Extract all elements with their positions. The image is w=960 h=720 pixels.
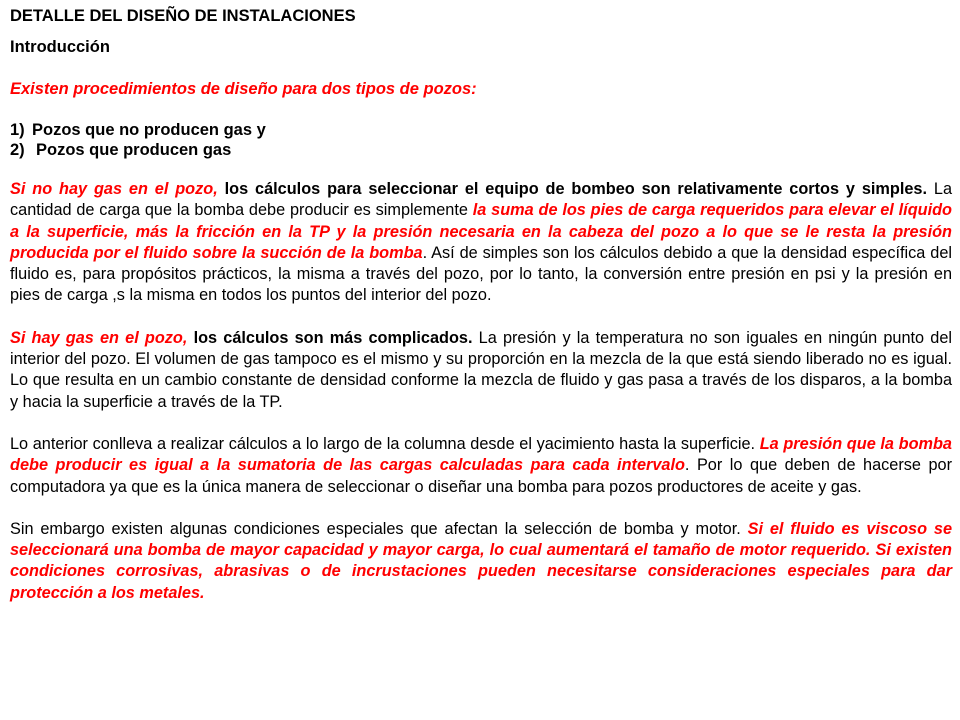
list-item-number: 1) <box>10 121 25 139</box>
special-conditions-text: Sin embargo existen algunas condiciones especiales que afectan la selección de bomba y motor. <box>10 519 748 538</box>
with-gas-summary: los cálculos son más complicados. <box>187 328 473 347</box>
list-item-text: Pozos que producen gas <box>36 141 232 159</box>
calculation-text-end: . Por lo que deben de hacerse por computadora ya que es la única manera de seleccionar o diseñar una bomba para pozos productores de aceite y gas. <box>10 456 952 496</box>
paragraph-no-gas <box>10 179 952 307</box>
list-item-text: Pozos que no producen gas y <box>32 121 266 139</box>
list-item <box>10 140 952 160</box>
paragraph-with-gas <box>10 328 952 413</box>
well-type-list <box>10 120 952 160</box>
no-gas-summary: los cálculos para seleccionar el equipo de bombeo son relativamente cortos y simples. <box>217 180 928 198</box>
list-item-number: 2) <box>10 141 25 159</box>
section-subtitle: Introducción <box>10 38 110 56</box>
slide-title: DETALLE DEL DISEÑO DE INSTALACIONES <box>10 7 356 25</box>
calculation-highlight: La presión que la bomba debe producir es igual a la sumatoria de las cargas calculadas para cada intervalo <box>10 434 952 475</box>
list-item <box>10 120 952 140</box>
slide-content <box>10 6 952 625</box>
special-conditions-highlight: Si el fluido es viscoso se seleccionará una bomba de mayor capacidad y mayor carga, lo cual aumentará el tamaño de motor requerido. Si existen condiciones corrosivas, abrasivas o de incrustaciones pueden necesitarse consideraciones especiales para dar protección a los metales. <box>10 519 952 602</box>
calculation-text: Lo anterior conlleva a realizar cálculos a lo largo de la columna desde el yacimiento hasta la superficie. <box>10 434 760 453</box>
paragraph-special-conditions <box>10 519 952 604</box>
with-gas-text: La presión y la temperatura no son iguales en ningún punto del interior del pozo. El volumen de gas tampoco es el mismo y su proporción en la mezcla de la que está siendo liberado no es igual. Lo que resulta en un cambio constante de densidad conforme la mezcla de fluido y gas pasa a través de los disparos, a la bomba y hacia la superficie a través de la TP. <box>10 328 952 411</box>
lead-statement: Existen procedimientos de diseño para dos tipos de pozos: <box>10 80 477 98</box>
no-gas-text: La cantidad de carga que la bomba debe producir es simplemente <box>10 180 953 220</box>
paragraph-calculation <box>10 434 952 498</box>
with-gas-heading: Si hay gas en el pozo, <box>10 328 188 347</box>
no-gas-text-end: . Así de simples son los cálculos debido a que la densidad específica del fluido es, para propósitos prácticos, la misma a través del pozo, por lo tanto, la conversión entre presión en psi y la presión en pies de carga ,s la misma en todos los puntos del interior del pozo. <box>10 243 952 305</box>
no-gas-heading: Si no hay gas en el pozo, <box>10 180 218 198</box>
no-gas-highlight: la suma de los pies de carga requeridos para elevar el líquido a la superficie, más la fricción en la TP y la presión necesaria en la cabeza del pozo a lo que se le resta la presión producida por el fluido sobre la succión de la bomba <box>10 201 952 262</box>
